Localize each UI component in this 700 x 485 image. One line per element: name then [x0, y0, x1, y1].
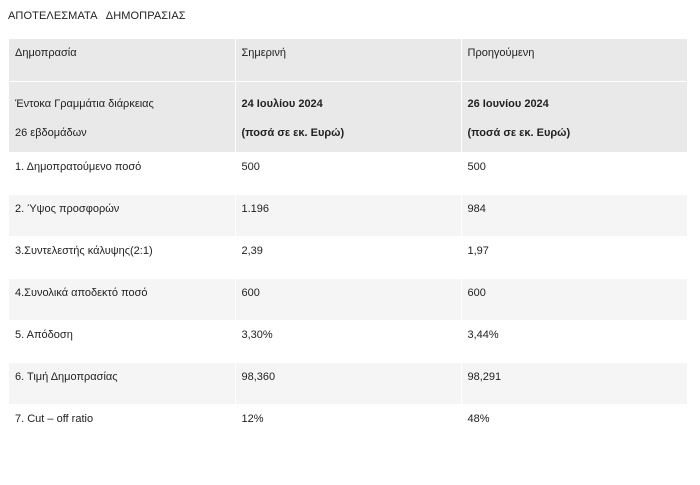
row-previous-value: 48% — [461, 405, 687, 447]
previous-units: (ποσά σε εκ. Ευρώ) — [467, 127, 571, 139]
instrument-label: Έντοκα Γραμμάτια διάρκειας — [15, 98, 154, 110]
table-row — [9, 405, 687, 447]
table-row — [9, 321, 687, 363]
row-label: 1. Δημοπρατούμενο ποσό — [9, 153, 235, 195]
table-row — [9, 363, 687, 405]
row-current-value: 3,30% — [235, 321, 461, 363]
table-row — [9, 153, 687, 195]
table-header-row — [9, 39, 687, 82]
row-previous-value: 984 — [461, 195, 687, 237]
row-current-value: 500 — [235, 153, 461, 195]
row-current-value: 600 — [235, 279, 461, 321]
row-previous-value: 500 — [461, 153, 687, 195]
previous-date: 26 Ιουνίου 2024 — [467, 98, 549, 110]
row-current-value: 1.196 — [235, 195, 461, 237]
header-cell-auction: Δημοπρασία — [9, 39, 235, 82]
subheader-cell-instrument — [9, 82, 235, 153]
row-label: 3.Συντελεστής κάλυψης(2:1) — [9, 237, 235, 279]
row-label: 4.Συνολικά αποδεκτό ποσό — [9, 279, 235, 321]
table-row — [9, 237, 687, 279]
table-row — [9, 195, 687, 237]
table-row — [9, 279, 687, 321]
row-current-value: 12% — [235, 405, 461, 447]
row-previous-value: 1,97 — [461, 237, 687, 279]
row-previous-value: 98,291 — [461, 363, 687, 405]
row-previous-value: 3,44% — [461, 321, 687, 363]
header-cell-previous: Προηγούμενη — [461, 39, 687, 82]
row-label: 7. Cut – off ratio — [9, 405, 235, 447]
row-label: 6. Τιμή Δημοπρασίας — [9, 363, 235, 405]
row-label: 5. Απόδοση — [9, 321, 235, 363]
page-heading: ΑΠΟΤΕΛΕΣΜΑΤΑ ΔΗΜΟΠΡΑΣΙΑΣ — [8, 10, 186, 22]
row-previous-value: 600 — [461, 279, 687, 321]
table-subheader-row — [9, 82, 687, 153]
current-date: 24 Ιουλίου 2024 — [241, 98, 323, 110]
current-units: (ποσά σε εκ. Ευρώ) — [241, 127, 345, 139]
row-current-value: 2,39 — [235, 237, 461, 279]
instrument-duration: 26 εβδομάδων — [15, 127, 87, 139]
auction-results-table — [9, 39, 687, 447]
row-current-value: 98,360 — [235, 363, 461, 405]
subheader-cell-current-date — [235, 82, 461, 153]
header-cell-current: Σημερινή — [235, 39, 461, 82]
subheader-cell-previous-date — [461, 82, 687, 153]
row-label: 2. Ύψος προσφορών — [9, 195, 235, 237]
